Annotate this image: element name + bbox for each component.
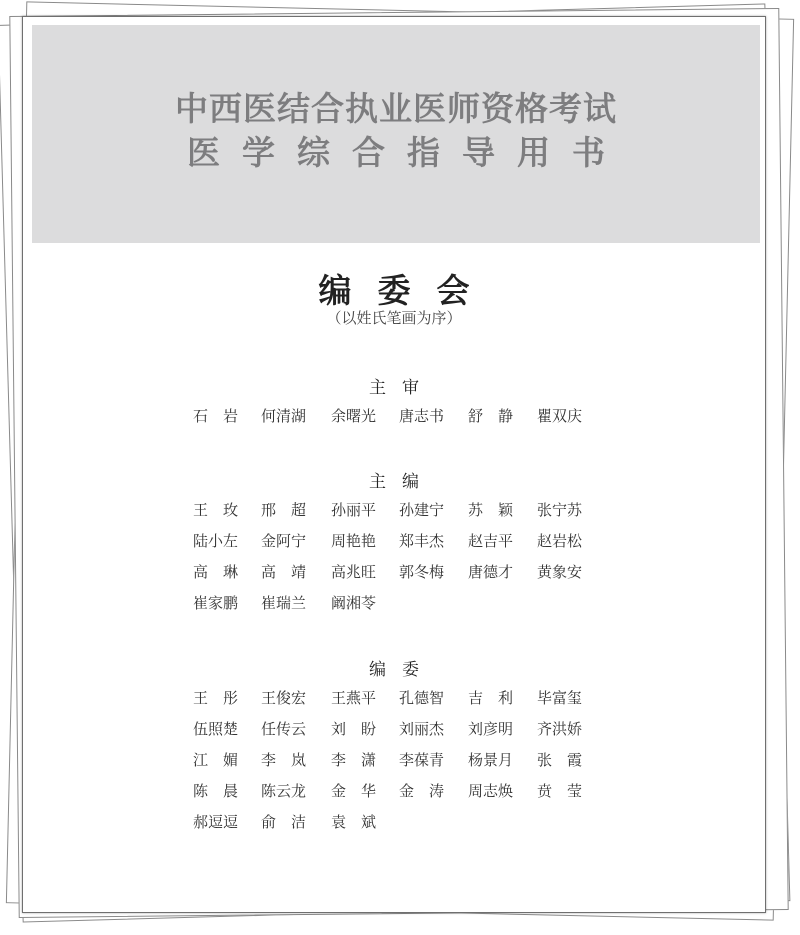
member-name: 刘 盼 xyxy=(331,720,377,738)
member-name: 孔德智 xyxy=(399,689,445,707)
member-name: 舒 静 xyxy=(468,407,514,425)
member-name: 齐洪娇 xyxy=(537,720,583,738)
title-banner xyxy=(32,25,760,243)
member-name: 阚湘苓 xyxy=(331,594,377,612)
member-name: 高兆旺 xyxy=(331,563,377,581)
member-name: 贲 莹 xyxy=(537,782,583,800)
member-name: 孙建宁 xyxy=(399,501,445,519)
book-title-line2: 医学综合指导用书 xyxy=(187,133,627,172)
member-name: 刘丽杰 xyxy=(399,720,445,738)
member-name: 王燕平 xyxy=(331,689,377,707)
member-name: 袁 斌 xyxy=(331,813,377,831)
member-name: 瞿双庆 xyxy=(537,407,583,425)
member-name: 张宁苏 xyxy=(537,501,583,519)
member-name: 金 涛 xyxy=(399,782,445,800)
member-name: 金 华 xyxy=(331,782,377,800)
member-name: 江 媚 xyxy=(193,751,239,769)
member-name: 高 靖 xyxy=(261,563,307,581)
member-name: 金阿宁 xyxy=(261,532,307,550)
member-name: 李葆青 xyxy=(399,751,445,769)
member-name: 崔家鹏 xyxy=(193,594,239,612)
member-name: 郝逗逗 xyxy=(193,813,239,831)
member-name: 孙丽平 xyxy=(331,501,377,519)
member-name: 陈云龙 xyxy=(261,782,307,800)
member-name: 邢 超 xyxy=(261,501,307,519)
member-name: 杨景月 xyxy=(468,751,514,769)
member-name: 赵岩松 xyxy=(537,532,583,550)
section-title: 编委 xyxy=(369,660,435,680)
member-name: 唐志书 xyxy=(399,407,445,425)
book-title-line1: 中西医结合执业医师资格考试 xyxy=(175,89,617,128)
member-name: 陆小左 xyxy=(193,532,239,550)
member-name: 黄象安 xyxy=(537,563,583,581)
member-name: 陈 晨 xyxy=(193,782,239,800)
member-name: 张 霞 xyxy=(537,751,583,769)
member-name: 王 彤 xyxy=(193,689,239,707)
member-name: 任传云 xyxy=(261,720,307,738)
member-name: 郭冬梅 xyxy=(399,563,445,581)
page-heading: 编委会 xyxy=(318,271,496,310)
member-name: 石 岩 xyxy=(193,407,239,425)
document-page xyxy=(22,16,766,913)
member-name: 王俊宏 xyxy=(261,689,307,707)
member-name: 吉 利 xyxy=(468,689,514,707)
member-name: 王 玫 xyxy=(193,501,239,519)
section-title: 主审 xyxy=(369,378,435,398)
member-name: 伍照楚 xyxy=(193,720,239,738)
member-name: 周志焕 xyxy=(468,782,514,800)
member-name: 余曙光 xyxy=(331,407,377,425)
member-name: 李 岚 xyxy=(261,751,307,769)
member-name: 李 潇 xyxy=(331,751,377,769)
member-name: 赵吉平 xyxy=(468,532,514,550)
member-name: 毕富玺 xyxy=(537,689,583,707)
member-name: 周艳艳 xyxy=(331,532,377,550)
member-name: 崔瑞兰 xyxy=(261,594,307,612)
ordering-note: （以姓氏笔画为序） xyxy=(326,309,462,327)
member-name: 何清湖 xyxy=(261,407,307,425)
member-name: 高 琳 xyxy=(193,563,239,581)
member-name: 俞 洁 xyxy=(261,813,307,831)
member-name: 刘彦明 xyxy=(468,720,514,738)
member-name: 苏 颖 xyxy=(468,501,514,519)
section-title: 主编 xyxy=(369,472,435,492)
member-name: 郑丰杰 xyxy=(399,532,445,550)
member-name: 唐德才 xyxy=(468,563,514,581)
